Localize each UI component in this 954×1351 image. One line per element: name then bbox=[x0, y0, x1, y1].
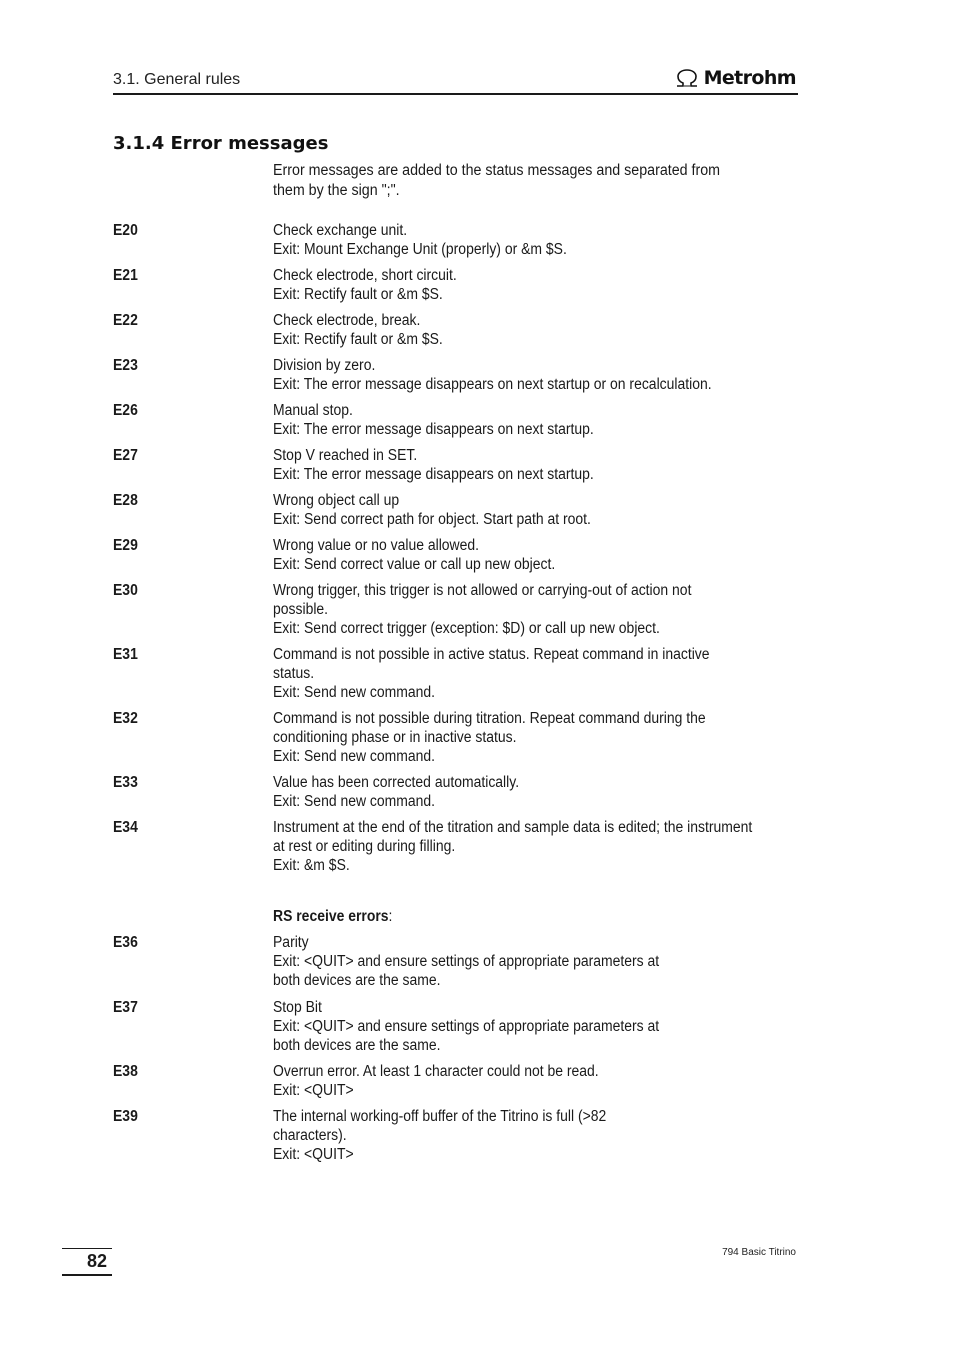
error-description-line: Manual stop. bbox=[273, 402, 353, 419]
error-description bbox=[273, 998, 786, 1055]
error-description-line: Exit: <QUIT> and ensure settings of appropriate parameters at bbox=[273, 953, 660, 970]
page-number: 82 bbox=[86, 1251, 107, 1271]
error-description-line: Overrun error. At least 1 character could not be read. bbox=[273, 1063, 599, 1080]
error-description-line: Check electrode, short circuit. bbox=[273, 267, 457, 284]
error-description-line: Exit: Send new command. bbox=[273, 684, 436, 701]
error-description bbox=[273, 1062, 786, 1100]
error-description-line: Command is not possible in active status. Repeat command in inactive bbox=[273, 646, 710, 663]
error-description-line: Stop Bit bbox=[273, 999, 322, 1016]
error-description-line: Value has been corrected automatically. bbox=[273, 774, 520, 791]
error-description-line: Wrong trigger, this trigger is not allowed or carrying-out of action not bbox=[273, 582, 692, 599]
error-code: E21 bbox=[113, 267, 138, 284]
error-code: E28 bbox=[113, 492, 138, 509]
error-code: E23 bbox=[113, 357, 138, 374]
error-description bbox=[273, 933, 786, 990]
error-code: E33 bbox=[113, 774, 138, 791]
error-code: E30 bbox=[113, 582, 138, 599]
error-description-line: characters). bbox=[273, 1127, 347, 1144]
error-description bbox=[273, 491, 786, 529]
error-description-line: Check exchange unit. bbox=[273, 222, 408, 239]
brand-logo bbox=[674, 66, 796, 90]
error-description-line: Division by zero. bbox=[273, 357, 376, 374]
footer-product: 794 Basic Titrino bbox=[722, 1247, 796, 1258]
error-description-line: The internal working-off buffer of the Titrino is full (>82 bbox=[273, 1108, 607, 1125]
page-number-bottom-rule bbox=[62, 1274, 112, 1276]
omega-icon bbox=[674, 68, 700, 88]
error-description bbox=[273, 773, 786, 811]
page-number-top-rule bbox=[62, 1248, 112, 1249]
error-description-line: Exit: <QUIT> bbox=[273, 1082, 354, 1099]
error-description-line: both devices are the same. bbox=[273, 1037, 441, 1054]
error-code: E20 bbox=[113, 222, 138, 239]
rs-errors-heading-text: RS receive errors bbox=[273, 908, 389, 925]
error-description bbox=[273, 221, 786, 259]
error-code: E31 bbox=[113, 646, 138, 663]
error-description-line: Command is not possible during titration. Repeat command during the bbox=[273, 710, 706, 727]
error-description-line: Parity bbox=[273, 934, 309, 951]
error-description-line: Exit: Rectify fault or &m $S. bbox=[273, 286, 443, 303]
error-code: E39 bbox=[113, 1108, 138, 1125]
error-description bbox=[273, 1107, 786, 1164]
error-description-line: Exit: Mount Exchange Unit (properly) or &m $S. bbox=[273, 241, 567, 258]
header-section-label: 3.1. General rules bbox=[113, 71, 241, 88]
error-description bbox=[273, 446, 786, 484]
error-description-line: Exit: Send correct value or call up new object. bbox=[273, 556, 556, 573]
error-description-line: Exit: <QUIT> and ensure settings of appropriate parameters at bbox=[273, 1018, 660, 1035]
error-description bbox=[273, 645, 786, 702]
section-title: 3.1.4 Error messages bbox=[113, 133, 329, 154]
error-description bbox=[273, 581, 786, 638]
section-intro: Error messages are added to the status messages and separated from them by the sign ";". bbox=[273, 162, 721, 199]
error-code: E34 bbox=[113, 819, 138, 836]
error-description-line: Exit: <QUIT> bbox=[273, 1146, 354, 1163]
error-description bbox=[273, 709, 786, 766]
error-description-line: at rest or editing during filling. bbox=[273, 838, 456, 855]
error-code: E22 bbox=[113, 312, 138, 329]
error-description bbox=[273, 818, 786, 875]
rs-errors-heading bbox=[273, 907, 392, 926]
error-code: E36 bbox=[113, 934, 138, 951]
error-description-line: Exit: Send correct path for object. Start path at root. bbox=[273, 511, 591, 528]
error-code: E32 bbox=[113, 710, 138, 727]
error-description-line: Stop V reached in SET. bbox=[273, 447, 418, 464]
error-description bbox=[273, 266, 786, 304]
error-description-line: Exit: The error message disappears on next startup. bbox=[273, 421, 594, 438]
error-description-line: Exit: Send new command. bbox=[273, 793, 436, 810]
rs-errors-heading-suffix: : bbox=[388, 908, 393, 925]
error-description-line: status. bbox=[273, 665, 315, 682]
error-code: E38 bbox=[113, 1063, 138, 1080]
error-description-line: Exit: Send correct trigger (exception: $D) or call up new object. bbox=[273, 620, 660, 637]
error-description-line: Check electrode, break. bbox=[273, 312, 421, 329]
error-code: E37 bbox=[113, 999, 138, 1016]
error-description bbox=[273, 311, 786, 349]
error-description bbox=[273, 401, 786, 439]
brand-name: Metrohm bbox=[703, 67, 796, 89]
header-rule bbox=[113, 93, 798, 95]
error-description-line: Exit: Rectify fault or &m $S. bbox=[273, 331, 443, 348]
error-description-line: Instrument at the end of the titration and sample data is edited; the instrument bbox=[273, 819, 753, 836]
error-description bbox=[273, 536, 786, 574]
error-description-line: both devices are the same. bbox=[273, 972, 441, 989]
error-description-line: conditioning phase or in inactive status. bbox=[273, 729, 517, 746]
error-description-line: possible. bbox=[273, 601, 329, 618]
error-description-line: Exit: &m $S. bbox=[273, 857, 350, 874]
error-code: E27 bbox=[113, 447, 138, 464]
error-code: E29 bbox=[113, 537, 138, 554]
error-code: E26 bbox=[113, 402, 138, 419]
error-description-line: Exit: The error message disappears on next startup. bbox=[273, 466, 594, 483]
error-description bbox=[273, 356, 786, 394]
error-description-line: Exit: Send new command. bbox=[273, 748, 436, 765]
error-description-line: Wrong value or no value allowed. bbox=[273, 537, 480, 554]
error-description-line: Exit: The error message disappears on next startup or on recalculation. bbox=[273, 376, 712, 393]
error-description-line: Wrong object call up bbox=[273, 492, 400, 509]
